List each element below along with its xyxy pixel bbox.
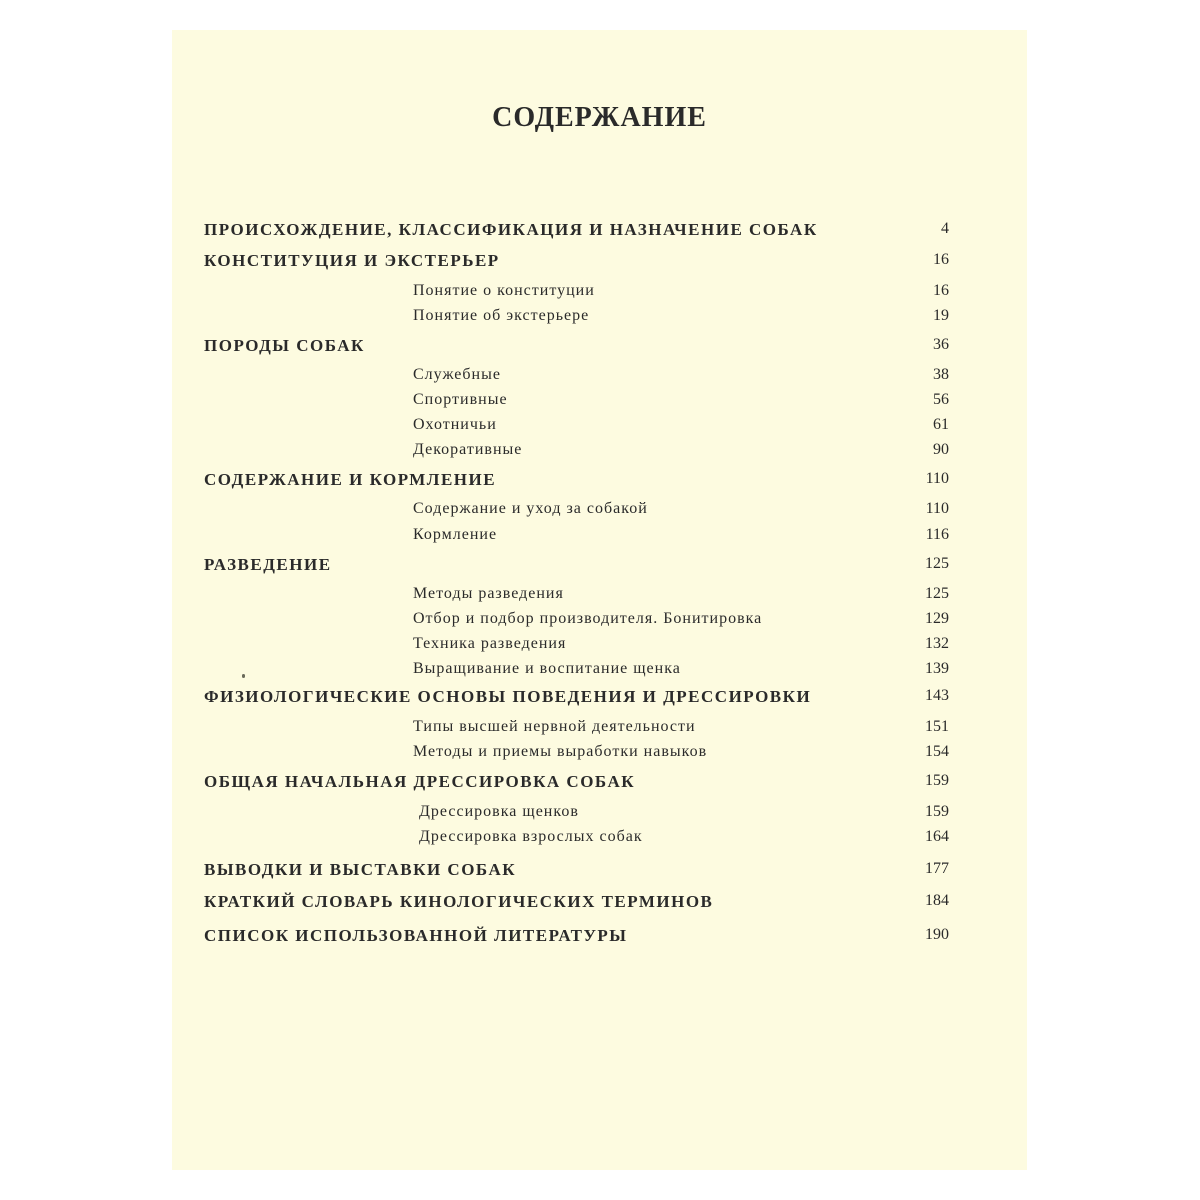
chapter-title: СПИСОК ИСПОЛЬЗОВАННОЙ ЛИТЕРАТУРЫ <box>204 926 628 945</box>
page-number: 190 <box>925 926 949 943</box>
section-title: Выращивание и воспитание щенка <box>413 660 681 677</box>
page-number: 129 <box>925 610 949 627</box>
section-title: Декоративные <box>413 441 523 458</box>
page-number: 143 <box>925 687 949 704</box>
section-title: Дрессировка взрослых собак <box>419 828 643 845</box>
section-title: Понятие об экстерьере <box>413 307 590 324</box>
chapter-title: ПРОИСХОЖДЕНИЕ, КЛАССИФИКАЦИЯ И НАЗНАЧЕНИЕ СОБАК <box>204 220 818 239</box>
toc-section-row <box>172 718 1027 744</box>
toc-section-row <box>172 366 1027 392</box>
toc-section-row <box>172 585 1027 611</box>
page-number: 110 <box>925 470 949 487</box>
page-number: 16 <box>933 251 949 268</box>
section-title: Отбор и подбор производителя. Бонитировка <box>413 610 763 627</box>
toc-page <box>172 30 1027 1170</box>
page-number: 177 <box>925 860 949 877</box>
toc-section-row <box>172 416 1027 442</box>
page-number: 125 <box>925 555 949 572</box>
section-title: Методы и приемы выработки навыков <box>413 743 708 760</box>
page-number: 110 <box>925 500 949 517</box>
toc-chapter-row <box>172 926 1027 952</box>
section-title: Охотничьи <box>413 416 497 433</box>
page-title: СОДЕРЖАНИЕ <box>492 102 707 133</box>
section-title: Дрессировка щенков <box>419 803 579 820</box>
chapter-title: ФИЗИОЛОГИЧЕСКИЕ ОСНОВЫ ПОВЕДЕНИЯ И ДРЕССИРОВКИ <box>204 687 812 706</box>
toc-section-row <box>172 610 1027 636</box>
toc-section-row <box>172 391 1027 417</box>
section-title: Спортивные <box>413 391 508 408</box>
toc-section-row <box>172 500 1027 526</box>
page-number: 154 <box>925 743 949 760</box>
section-title: Содержание и уход за собакой <box>413 500 648 517</box>
toc-chapter-row <box>172 555 1027 581</box>
toc-chapter-row <box>172 470 1027 496</box>
page-number: 4 <box>941 220 949 237</box>
chapter-title: ПОРОДЫ СОБАК <box>204 336 365 355</box>
page-number: 19 <box>933 307 949 324</box>
page-number: 184 <box>925 892 949 909</box>
page-number: 38 <box>933 366 949 383</box>
page-number: 139 <box>925 660 949 677</box>
chapter-title: КРАТКИЙ СЛОВАРЬ КИНОЛОГИЧЕСКИХ ТЕРМИНОВ <box>204 892 714 911</box>
section-title: Типы высшей нервной деятельности <box>413 718 696 735</box>
toc-chapter-row <box>172 220 1027 246</box>
toc-section-row <box>172 828 1027 854</box>
toc-section-row <box>172 743 1027 769</box>
toc-chapter-row <box>172 687 1027 713</box>
chapter-title: СОДЕРЖАНИЕ И КОРМЛЕНИЕ <box>204 470 497 489</box>
section-title: Понятие о конституции <box>413 282 595 299</box>
toc-section-row <box>172 635 1027 661</box>
toc-section-row <box>172 307 1027 333</box>
page-number: 116 <box>925 526 949 543</box>
toc-chapter-row <box>172 892 1027 918</box>
page-number: 90 <box>933 441 949 458</box>
toc-section-row <box>172 282 1027 308</box>
toc-chapter-row <box>172 251 1027 277</box>
section-title: Техника разведения <box>413 635 567 652</box>
page-number: 151 <box>925 718 949 735</box>
section-title: Кормление <box>413 526 498 543</box>
toc-chapter-row <box>172 772 1027 798</box>
page-number: 125 <box>925 585 949 602</box>
chapter-title: КОНСТИТУЦИЯ И ЭКСТЕРЬЕР <box>204 251 500 270</box>
page-number: 164 <box>925 828 949 845</box>
page-number: 36 <box>933 336 949 353</box>
toc-chapter-row <box>172 336 1027 362</box>
chapter-title: РАЗВЕДЕНИЕ <box>204 555 332 574</box>
page-number: 56 <box>933 391 949 408</box>
toc-section-row <box>172 526 1027 552</box>
toc-section-row <box>172 660 1027 686</box>
page-number: 159 <box>925 803 949 820</box>
page-number: 61 <box>933 416 949 433</box>
page-number: 16 <box>933 282 949 299</box>
section-title: Служебные <box>413 366 501 383</box>
toc-chapter-row <box>172 860 1027 886</box>
chapter-title: ОБЩАЯ НАЧАЛЬНАЯ ДРЕССИРОВКА СОБАК <box>204 772 636 791</box>
page-number: 159 <box>925 772 949 789</box>
chapter-title: ВЫВОДКИ И ВЫСТАВКИ СОБАК <box>204 860 517 879</box>
section-title: Методы разведения <box>413 585 564 602</box>
page-number: 132 <box>925 635 949 652</box>
toc-section-row <box>172 441 1027 467</box>
paper-speck <box>242 675 245 678</box>
toc-section-row <box>172 803 1027 829</box>
